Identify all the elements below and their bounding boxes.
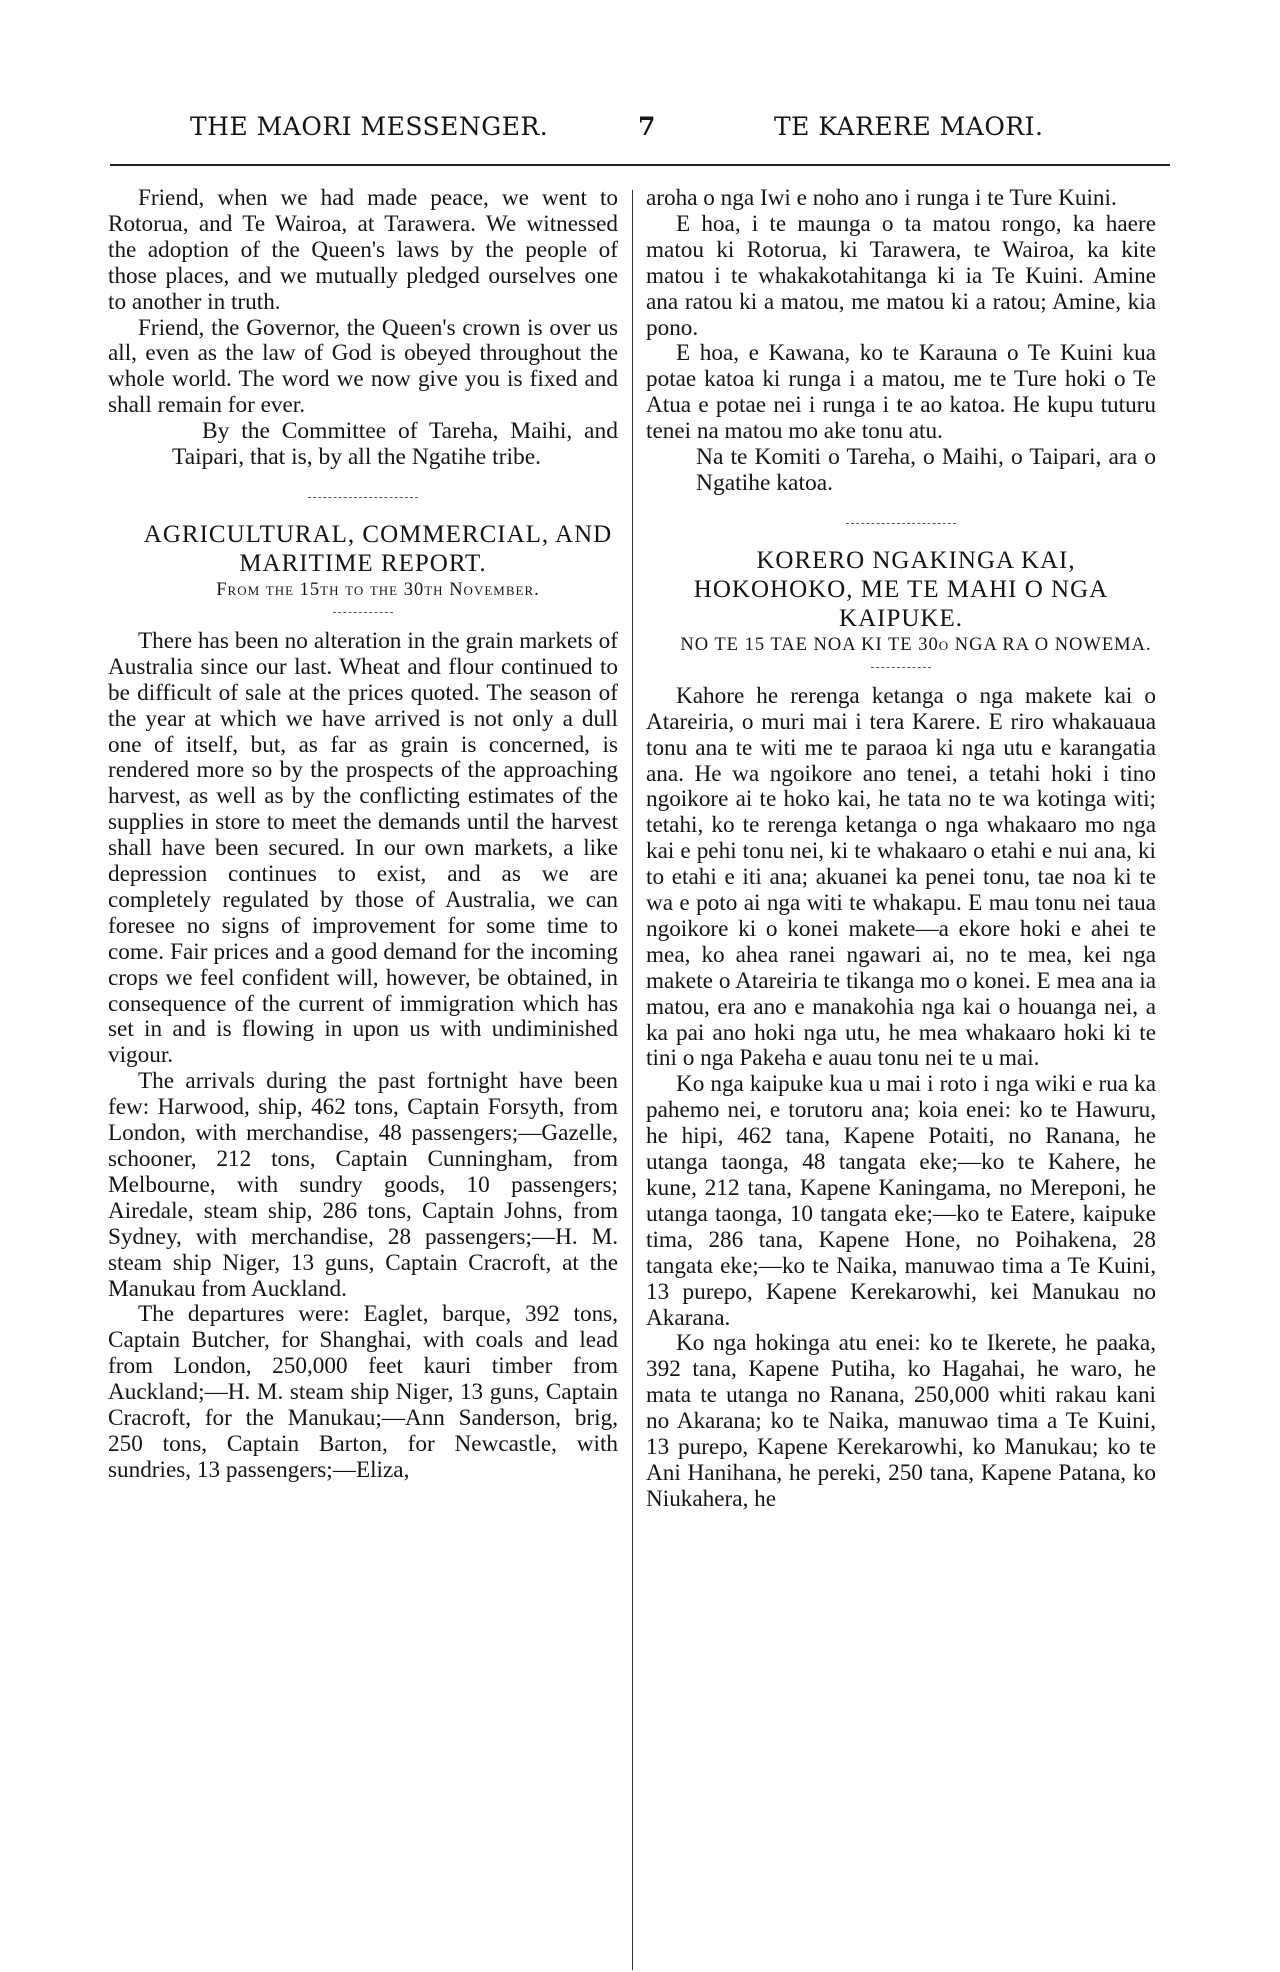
letter-paragraph: Friend, the Governor, the Queen's crown is over us all, even as the law of God is obeyed throughout the whole world. The word we now give you is fixed and shall remain for ever. [108,314,618,419]
letter-paragraph: E hoa, i te maunga o ta matou rongo, ka haere matou ki Rotorua, ki Tarawera, te Wairoa, ka kite matou i te whakakotahitanga ki ia Te Kuini. Amine ana ratou ki a matou, me matou ki a ratou; Amine, kia pono. [646,210,1156,341]
report-paragraph: The arrivals during the past fortnight have been few: Harwood, ship, 462 tons, Captain Forsyth, from London, with merchandise, 48 passengers;—Gazelle, schooner, 212 tons, Captain Cunningham, from Melbourne, with sundry goods, 10 passengers; Airedale, steam ship, 286 tons, Captain Johns, from Sydney, with merchandise, 28 passengers;—H. M. steam ship Niger, 13 guns, Captain Cracroft, at the Manukau from Auckland. [108,1068,618,1302]
subtitle-separator [871,667,931,668]
letter-paragraph: Friend, when we had made peace, we went to Rotorua, and Te Wairoa, at Tarawera. We witnessed the adoption of the Queen's laws by the people of those places, and we mutually pledged ourselves one to another in truth. [108,185,618,315]
header-rule [110,164,1170,166]
maori-column [646,186,1156,1513]
column-divider [632,190,633,1970]
report-paragraph: The departures were: Eaglet, barque, 392 tons, Captain Butcher, for Shanghai, with coals and lead from London, 250,000 feet kauri timber from Auckland;—H. M. steam ship Niger, 13 guns, Captain Cracroft, for the Manukau;—Ann Sanderson, brig, 250 tons, Captain Barton, for Newcastle, with sundries, 13 passengers;—Eliza, [108,1301,618,1483]
report-paragraph: There has been no alteration in the grain markets of Australia since our last. Wheat and flour continued to be difficult of sale at the prices quoted. The season of the year at which we have arrived is not only a dull one of itself, but, as far as grain is concerned, is rendered more so by the prospects of the approaching harvest, as well as by the conflicting estimates of the supplies in store to meet the demands until the harvest shall have been secured. In our own markets, a like depression continues to exist, and as we are completely regulated by those of Australia, we can foresee no signs of improvement for some time to come. Fair prices and a good demand for the incoming crops we feel confident will, however, be obtained, in consequence of the current of immigration which has set in and is flowing in upon us with undiminished vigour. [108,627,618,1069]
report-subtitle: From the 15th to the 30th November. [216,579,540,600]
letter-signature: Na te Komiti o Tareha, o Maihi, o Taipari, ara o Ngatihe katoa. [696,444,1156,496]
maori-masthead: TE KARERE MAORI. [774,112,1044,141]
section-separator [846,523,956,524]
english-masthead: THE MAORI MESSENGER. [190,112,549,141]
letter-paragraph: E hoa, e Kawana, ko te Karauna o Te Kuini kua potae katoa ki runga i a matou, me te Ture hoki o Te Atua e potae nei i runga i te ao katoa. He kupu tuturu tenei na matou mo ake tonu atu. [646,340,1156,445]
report-paragraph: Kahore he rerenga ketanga o nga makete kai o Atareiria, o muri mai i tera Karere. E riro whakauaua tonu ana te witi me te paraoa ki nga utu e karangatia ana. He wa ngoikore ano tenei, a tetahi hoki i tino ngoikore ai te hoko kai, he tata no te wa kotinga witi; tetahi, ko te rerenga ketanga o nga whakaaro mo nga kai e pehi tonu nei, ki te whakaaro o etahi e nui ana, ki to etahi e iti ana; akuanei ka penei tonu, tae noa ki te wa e poto ai nga witi te whakapu. E mau tonu nei taua ngoikore ki o konei makete—a ekore hoki e ahei te mea, ko ahea ranei ngawari ai, no te mea, kei nga makete o Atareiria te tikanga mo o konei. E mea ana ia matou, era ano e manakohia nga kai o houanga nei, a ka pai ano hoki nga utu, he mea whakaaro hoki ki te tini o nga Pakeha e auau tonu nei te u mai. [646,682,1156,1072]
report-title: KORERO NGAKINGA KAI, HOKOHOKO, ME TE MAHI O NGA KAIPUKE. [693,546,1109,632]
section-separator [308,497,418,498]
subtitle-separator [333,612,393,613]
report-title: AGRICULTURAL, COMMERCIAL, AND MARITIME REPORT. [143,520,613,577]
page-header [90,112,1240,162]
report-paragraph: Ko nga hokinga atu enei: ko te Ikerete, he paaka, 392 tana, Kapene Putiha, ko Hagahai, he waro, he mata te utanga no Ranana, 250,000 whiti rakau kani no Akarana; ko te Naika, manuwao tima a Te Kuini, 13 purepo, Kapene Kerekarowhi, ko Manukau; ko te Ani Hanihana, he pereki, 250 tana, Kapene Patana, ko Niukahera, he [646,1330,1156,1512]
letter-signature: By the Committee of Tareha, Maihi, and Taipari, that is, by all the Ngatihe tribe. [172,418,618,471]
report-subtitle: NO TE 15 TAE NOA KI TE 30o NGA RA O NOWEMA. [680,634,1152,655]
page-number: 7 [638,112,656,141]
report-paragraph: Ko nga kaipuke kua u mai i roto i nga wiki e rua ka pahemo nei, e torutoru ana; koia enei: ko te Hawuru, he hipi, 462 tana, Kapene Potaiti, no Ranana, he utanga taonga, 48 tangata eke;—ko te Kahere, he kune, 212 tana, Kapene Kaningama, no Mereponi, he utanga taonga, 10 tangata eke;—ko te Eatere, kaipuke tima, 286 tana, Kapene Hone, no Poihakena, 28 tangata eke;—ko te Naika, manuwao tima a Te Kuini, 13 purepo, Kapene Kerekarowhi, kei Manukau no Akarana. [646,1071,1156,1331]
letter-paragraph: aroha o nga Iwi e noho ano i runga i te Ture Kuini. [646,185,1117,211]
english-column [108,186,618,1484]
